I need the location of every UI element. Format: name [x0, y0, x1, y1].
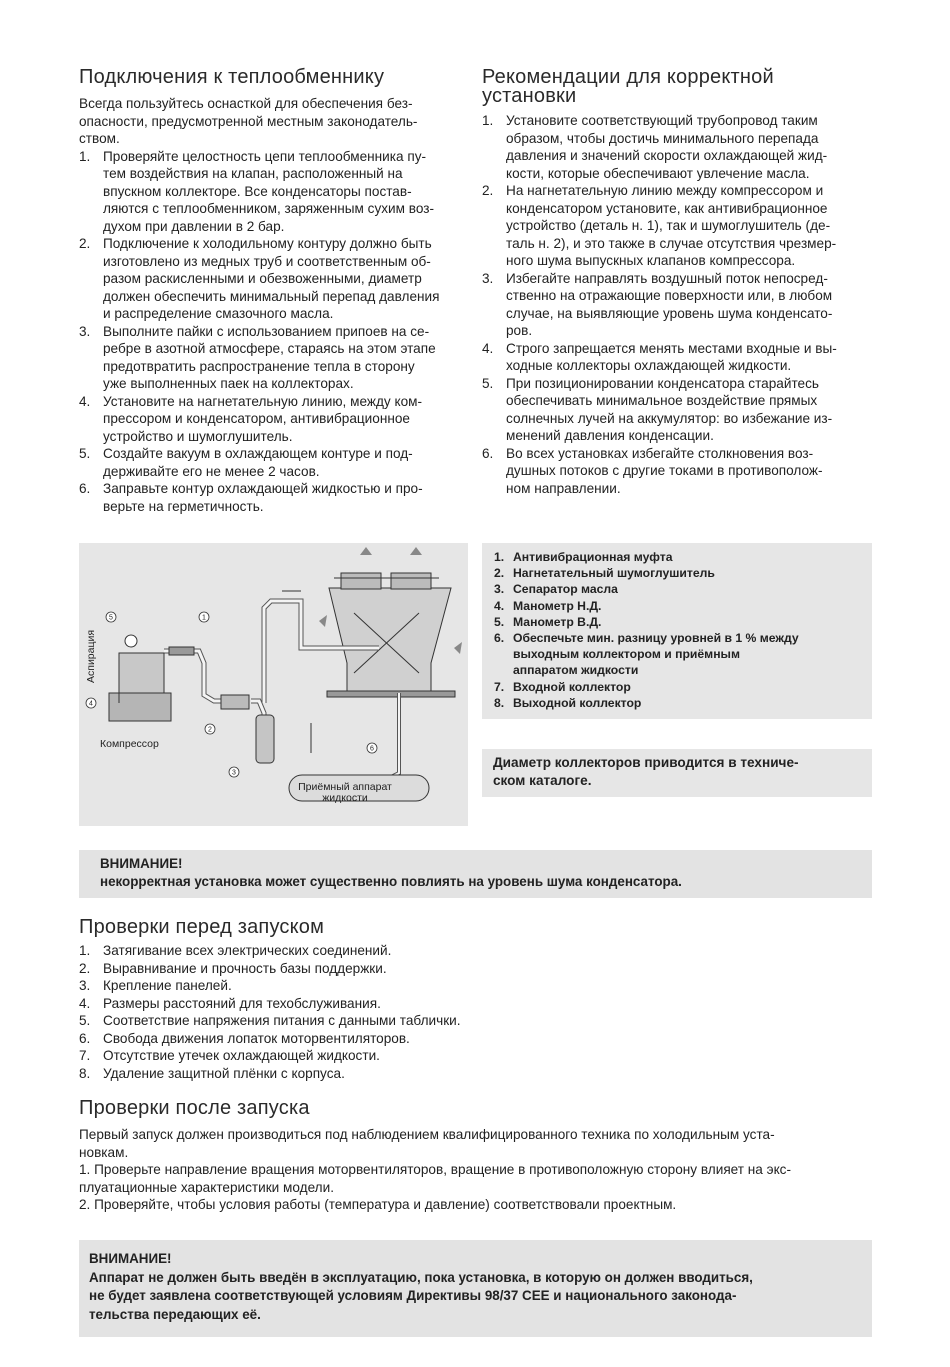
checks-after-text — [79, 1126, 872, 1214]
air-arrow-icon — [454, 642, 462, 654]
marker-label: 2 — [208, 726, 212, 734]
legend-text: Входной коллектор — [513, 679, 631, 694]
item-line: духом при давлении в 2 бар. — [103, 218, 285, 234]
item-number: 6. — [494, 631, 505, 646]
item-text: Удаление защитной плёнки с корпуса. — [103, 1065, 345, 1081]
item-line: Выполните пайки с использованием припоев на се- — [103, 323, 430, 339]
air-arrow-icon — [410, 547, 422, 555]
aspiration-label: Аспирация — [85, 629, 97, 683]
note-line: ском каталоге. — [493, 773, 592, 788]
installation-diagram-svg — [79, 543, 468, 826]
item-line: солнечных лучей на аккумулятор: во избежание из- — [506, 410, 833, 426]
heat-exchanger-section — [79, 68, 467, 515]
item-line: душных потоков с другие токами в противополож- — [506, 463, 823, 478]
item-number: 6. — [79, 481, 91, 496]
list-item — [79, 323, 467, 393]
item-line: таль н. 2), и это также в случае отсутствия чрезмер- — [506, 235, 837, 251]
list-item — [79, 1047, 872, 1065]
item-number: 4. — [494, 598, 505, 613]
item-number: 5. — [482, 375, 494, 391]
legend-item — [494, 549, 860, 565]
legend-text: Сепаратор масла — [513, 582, 618, 597]
item-line: устройство и шумоглушитель. — [103, 428, 293, 444]
diameter-note-text — [482, 749, 872, 795]
list-item — [79, 1012, 872, 1030]
title-line: Рекомендации для корректной — [482, 66, 774, 88]
marker-label: 1 — [202, 614, 206, 622]
item-line: Проверяйте целостность цепи теплообменника пу- — [103, 148, 427, 164]
intro-line: Всегда пользуйтесь оснасткой для обеспечения без- — [79, 96, 413, 111]
item-line: Во всех установках избегайте столкновения воз- — [506, 445, 814, 461]
list-item — [79, 1030, 872, 1048]
warning-title: ВНИМАНИЕ! — [100, 856, 183, 871]
item-line: ственно на отражающие поверхности или, в любом — [506, 288, 833, 303]
item-line: предотвратить распространение тепла в сторону — [103, 358, 415, 374]
intro-line: ством. — [79, 131, 120, 146]
item-text: Затягивание всех электрических соединений. — [103, 943, 392, 958]
item-line: верьте на герметичность. — [103, 498, 264, 514]
marker-label: 6 — [370, 745, 374, 753]
item-line: На нагнетательную линию между компрессором и — [506, 183, 824, 198]
item-number: 5. — [79, 1013, 91, 1028]
warning-box-installation — [79, 850, 872, 898]
item-line: Создайте вакуум в охлаждающем контуре и под- — [103, 446, 413, 461]
item-line: Подключение к холодильному контуру должно быть — [103, 236, 432, 251]
section-title-checks-before: Проверки перед запуском — [79, 916, 325, 938]
legend-item — [494, 695, 860, 711]
item-line: ров. — [506, 323, 533, 338]
item-line: должен обеспечить минимальный перепад давления — [103, 288, 440, 304]
marker-label: 5 — [109, 614, 113, 622]
item-line: уже выполненных паек на коллекторах. — [103, 376, 354, 391]
list-item — [79, 995, 872, 1013]
list-item — [482, 270, 872, 340]
checks-before-section — [79, 918, 872, 1082]
item-text: Выравнивание и прочность базы поддержки. — [103, 960, 387, 976]
list-item — [482, 375, 872, 445]
item-number: 4. — [482, 340, 494, 356]
gauge-circle — [125, 635, 137, 647]
condenser-body — [329, 588, 451, 693]
diagram-legend — [482, 543, 872, 719]
item-line: Установите соответствующий трубопровод таким — [506, 113, 818, 128]
text-line: плуатационные характеристики модели. — [79, 1179, 334, 1195]
intro-line: опасности, предусмотренной местным законодатель- — [79, 113, 418, 129]
item-number: 2. — [482, 183, 494, 198]
legend-item — [494, 581, 860, 597]
list-item — [482, 445, 872, 498]
list-item — [482, 340, 872, 375]
intro-paragraph — [79, 95, 467, 148]
legend-text: Нагнетательный шумоглушитель — [513, 566, 715, 581]
legend-item — [494, 614, 860, 630]
warning-text: некорректная установка может существенно повлиять на уровень шума конденсатора. — [100, 874, 682, 889]
muffler — [221, 695, 249, 709]
item-line: кости, которые обеспечивают увлечение масла. — [506, 165, 810, 181]
compressor-base — [109, 693, 171, 721]
item-number: 1. — [482, 113, 494, 128]
item-text: Соответствие напряжения питания с данными таблички. — [103, 1013, 461, 1028]
item-number: 2. — [79, 236, 91, 251]
item-line: тем воздействия на клапан, расположенный на — [103, 166, 403, 181]
item-line: ного шума выпускных клапанов компрессора. — [506, 253, 796, 268]
list-item — [79, 148, 467, 236]
item-number: 3. — [494, 582, 505, 597]
item-number: 1. — [494, 550, 505, 564]
item-number: 4. — [79, 393, 91, 409]
item-line: При позиционировании конденсатора старайтесь — [506, 375, 819, 391]
text-line: новкам. — [79, 1144, 129, 1160]
item-line: Строго запрещается менять местами входные и вы- — [506, 340, 837, 356]
item-number: 2. — [79, 960, 91, 976]
checks-before-list — [79, 942, 872, 1082]
item-number: 1. — [79, 943, 91, 958]
list-item — [482, 112, 872, 182]
list-item — [79, 393, 467, 446]
list-item — [79, 445, 467, 480]
legend-item — [494, 598, 860, 614]
air-arrow-icon — [319, 615, 327, 627]
list-item — [79, 1065, 872, 1083]
oil-separator — [256, 715, 274, 763]
recommendations-section — [482, 68, 872, 497]
air-arrow-icon — [360, 547, 372, 555]
liquid-line — [379, 693, 399, 783]
item-line: ном направлении. — [506, 480, 621, 496]
item-number: 7. — [494, 679, 505, 694]
marker-label: 4 — [89, 700, 93, 708]
compressor-label: Компрессор — [100, 738, 159, 750]
receiver-label-line: Приёмный аппарат — [298, 781, 392, 793]
item-text: Размеры расстояний для техобслуживания. — [103, 995, 381, 1011]
item-line: ходные коллекторы охлаждающей жидкости. — [506, 358, 792, 373]
installation-diagram — [79, 543, 468, 826]
checks-after-section — [79, 1099, 872, 1214]
item-text: Свобода движения лопаток моторвентиляторов. — [103, 1030, 410, 1046]
fan-right — [391, 573, 431, 589]
legend-text: Выходной коллектор — [513, 695, 642, 710]
item-line: конденсатором установите, как антивибрационное — [506, 200, 828, 216]
condenser-base — [327, 691, 455, 697]
warning-box-commissioning — [79, 1240, 872, 1337]
legend-text: Обеспечьте мин. разницу уровней в 1 % между — [513, 631, 799, 646]
item-line: обеспечивать минимальное воздействие прямых — [506, 393, 818, 408]
warning-line: не будет заявлена соответствующей условиям Директивы 98/37 CEE и национального законода- — [89, 1288, 737, 1303]
legend-item — [494, 679, 860, 695]
item-line: давления и значений скорости охлаждающей жид- — [506, 148, 828, 163]
item-line: и распределение смазочного масла. — [103, 306, 334, 321]
text-line: 1. Проверьте направление вращения моторвентиляторов, вращение в противоположную сторону влияет на экс- — [79, 1162, 791, 1177]
item-text: Отсутствие утечек охлаждающей жидкости. — [103, 1048, 380, 1063]
item-line: держивайте его не менее 2 часов. — [103, 463, 320, 479]
item-number: 4. — [79, 995, 91, 1011]
fan-left — [341, 573, 381, 589]
item-number: 2. — [494, 566, 505, 581]
section-title-checks-after: Проверки после запуска — [79, 1097, 310, 1119]
note-line: Диаметр коллекторов приводится в техниче- — [493, 755, 799, 770]
item-line: случае, на выявляющие уровень шума конденсато- — [506, 305, 833, 321]
legend-text: Антивибрационная муфта — [513, 550, 673, 564]
item-line: изготовлено из медных труб и соответственным об- — [103, 253, 431, 269]
receiver-label-line: жидкости — [322, 792, 368, 804]
list-item — [79, 977, 872, 995]
warning-title: ВНИМАНИЕ! — [89, 1251, 172, 1266]
legend-list — [482, 543, 872, 711]
item-number: 3. — [79, 323, 91, 339]
item-number: 6. — [482, 445, 494, 461]
section-title-heat-exchanger: Подключения к теплообменнику — [79, 66, 385, 88]
liquid-line-inner — [379, 693, 399, 783]
item-line: Заправьте контур охлаждающей жидкостью и про- — [103, 481, 423, 496]
item-line: менений давления конденсации. — [506, 428, 714, 443]
item-line: образом, чтобы достичь минимального перепада — [506, 130, 819, 146]
legend-text: аппаратом жидкости — [513, 663, 639, 678]
recommendations-list — [482, 112, 872, 497]
item-line: Избегайте направлять воздушный поток непосред- — [506, 270, 828, 286]
antivibration-joint — [169, 647, 194, 655]
warning-text — [79, 1269, 872, 1325]
list-item — [79, 960, 872, 978]
section-title-recommendations — [482, 68, 872, 106]
item-number: 5. — [494, 614, 505, 629]
item-number: 1. — [79, 148, 91, 164]
legend-item — [494, 630, 860, 679]
item-line: устройство (деталь н. 1), так и шумоглушитель (де- — [506, 218, 831, 233]
text-line: 2. Проверяйте, чтобы условия работы (температура и давление) соответствовали проектным. — [79, 1197, 677, 1212]
item-line: Установите на нагнетательную линию, между ком- — [103, 393, 423, 409]
item-line: разом раскисленными и обезвоженными, диаметр — [103, 271, 422, 286]
text-line: Первый запуск должен производиться под наблюдением квалифицированного техника по холодильным уста- — [79, 1127, 775, 1142]
discharge-pipe — [164, 651, 249, 701]
heat-exchanger-steps — [79, 148, 467, 516]
list-item — [79, 942, 872, 960]
legend-item — [494, 565, 860, 581]
list-item — [79, 235, 467, 323]
item-number: 7. — [79, 1048, 91, 1063]
item-number: 3. — [482, 270, 494, 286]
item-number: 3. — [79, 978, 91, 993]
item-line: впускном коллекторе. Все конденсаторы постав- — [103, 183, 412, 199]
title-line: установки — [482, 85, 577, 107]
item-number: 8. — [79, 1065, 91, 1081]
item-line: ребре в азотной атмосфере, стараясь на этом этапе — [103, 341, 436, 356]
warning-line: тельства передающих её. — [89, 1306, 261, 1322]
legend-text: Манометр Н.Д. — [513, 598, 602, 613]
item-line: ляются с теплообменником, заряженным сухим воз- — [103, 201, 434, 216]
diameter-note — [482, 749, 872, 797]
legend-text: Манометр В.Д. — [513, 614, 602, 629]
item-number: 8. — [494, 695, 505, 710]
legend-text: выходным коллектором и приёмным — [513, 647, 740, 662]
item-number: 5. — [79, 446, 91, 461]
warning-line: Аппарат не должен быть введён в эксплуатацию, пока установка, в которую он должен вводиться, — [89, 1269, 753, 1285]
list-item — [482, 182, 872, 270]
list-item — [79, 480, 467, 515]
item-line: прессором и конденсатором, антивибрационное — [103, 411, 410, 426]
item-text: Крепление панелей. — [103, 978, 232, 993]
marker-label: 3 — [232, 769, 236, 777]
item-number: 6. — [79, 1030, 91, 1046]
